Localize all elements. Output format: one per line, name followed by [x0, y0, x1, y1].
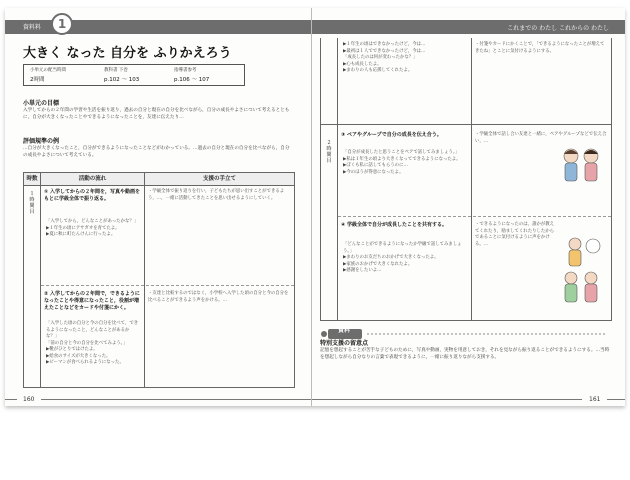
memo-heading: 特別支援の留意点	[320, 340, 369, 347]
teacher-and-students-illustration	[557, 234, 607, 310]
period-divider	[321, 124, 611, 125]
page-number: 161	[589, 396, 601, 403]
period-label: ２時間目	[326, 140, 332, 164]
activity-3-title: ③ ペアやグループで自分の成長を伝え合う。	[341, 132, 442, 138]
activity-3-details	[343, 150, 467, 176]
left-page	[5, 8, 312, 406]
detail-line: 「成長したのは何が変わったかな？」	[343, 55, 418, 60]
row-divider	[338, 216, 611, 217]
pair-talk-illustration	[557, 144, 605, 188]
activity-1-details	[46, 219, 140, 239]
row-divider	[41, 285, 294, 286]
detail-line: 「前の自分と今の自分を比べてみよう。」	[46, 340, 128, 346]
goal-text: 入学してからの２年間の学習や生活を振り返り，過去の自分と現在の自分を比べながら，自分の成長やよさについて考えるとともに，自分が大きくなったことやできるようになったことを，友達に伝えたり…	[23, 108, 290, 120]
col-header-activity: 活動の流れ	[41, 173, 144, 186]
continued-support: ・付箋やカードにかくことで，「できるようになったことが増えてきたね」とことに気付けるようにする。	[475, 42, 605, 54]
footer-rule	[312, 399, 582, 400]
detail-line: 「自分が成長したと思うことをペアで話してみましょう。」	[343, 150, 460, 155]
footer-rule	[607, 399, 625, 400]
unit-number-badge: 1	[51, 13, 73, 35]
info-textbook-value: p.102 ～ 103	[104, 77, 140, 83]
page-number: 160	[23, 396, 35, 403]
detail-line: ▶私は１年生の頃より大きくなってできるようになったよ。	[343, 156, 461, 162]
info-textbook-caption: 教科書 下巻	[104, 68, 128, 73]
info-guide	[174, 67, 209, 83]
info-guide-caption: 指導書参考	[174, 68, 197, 73]
resource-label: 資料	[338, 327, 351, 334]
resource-bar	[320, 324, 610, 334]
activity-4-title: ④ 学級全体で自分が成長したことを共有する。	[341, 222, 447, 228]
detail-line: ▶１年生の頃はできなかったけど，今は…	[343, 42, 426, 47]
col-divider	[337, 38, 338, 320]
goal-heading: 小単元の目標	[23, 100, 60, 107]
support-4: ・できるようになったのは，誰かが教えてくれたり，励ましてくれたりしたからであることに気付けるように声をかける。…	[475, 222, 555, 247]
col-divider	[471, 38, 472, 320]
col-divider	[40, 173, 41, 387]
period-label: １時間目	[29, 191, 35, 215]
eval-heading: 評価規準の例	[23, 138, 60, 145]
detail-line: ▶靴がひとりではけたよ。	[46, 347, 98, 352]
activity-4	[341, 222, 467, 229]
activity-2-details	[46, 321, 140, 367]
eval-text: …自分が大きくなったこと，自分ができるようになったことなどがわかっている。…過去の自分と現在の自分を比べながら，自分の成長やよさについて考えている。	[23, 146, 290, 158]
page-title: 大きく なった 自分を ふりかえろう	[23, 46, 232, 61]
detail-line: ▶ぼくも私に話してもらうのに…	[343, 163, 408, 168]
lesson-table-continued	[320, 38, 612, 321]
detail-line: ▶感謝をしたいよ…	[343, 268, 382, 273]
detail-line: ▶まわりの人も応援してくれたよ。	[343, 68, 413, 73]
info-box	[23, 64, 245, 86]
detail-line: 「入学した頃の自分と今の自分を比べて，できるようになったこと，どんなことがあるかな？」	[46, 321, 139, 339]
col-divider	[144, 173, 145, 387]
info-time-caption: 小単元の配当時間	[30, 68, 66, 73]
continued-details	[343, 42, 467, 75]
activity-3	[341, 132, 467, 139]
detail-line: 「入学してから，どんなことがあったかな？」	[46, 219, 139, 224]
lesson-table	[23, 172, 295, 388]
resource-tag: 資料料	[23, 24, 42, 31]
activity-2	[44, 291, 140, 312]
detail-line: ▶心も成長したよ。	[343, 61, 382, 67]
info-textbook	[104, 67, 139, 83]
info-time-value: 2時間	[30, 77, 45, 83]
support-1: ・学級全体で振り返りを行い，子どもたちが思い出すことができるよう，…，一緒に活動してきたことを思い出せるようにしていく。	[148, 189, 285, 201]
info-time	[30, 67, 66, 83]
running-head: これまでの わたし これからの わたし	[507, 25, 609, 32]
support-3: ・学級全体で話し合い友達と一緒に，ペアやグループなどで伝え合い，…	[475, 132, 607, 144]
detail-line: ▶１年生の頃にアサガオを育てたよ。	[46, 225, 120, 231]
col-header-support: 支援の手立て	[145, 173, 294, 186]
support-2: ・友達と比較するのではなく，小学校へ入学した頃の自分と今の自分を比べることができるよう声をかける。…	[148, 291, 289, 303]
memo-text: 記憶を想起することが苦手な子どものために，写真や動画，実物を用意しておき，それを見ながら振り返ることができるようにする。…当時を想起しながら自分なりの言葉で表現できるように，一緒に振り返りながら支援する。	[320, 348, 610, 360]
open-book	[5, 8, 625, 406]
detail-line: ▶給食のサイズが大きくなった。	[46, 353, 111, 359]
activity-2-title: ② 入学してからの２年間で，できるようになったことや得意になったこと，役割が増えたことなどをカードや付箋にかく。	[44, 291, 140, 311]
detail-line: ▶最初は１人でできなかったけど，今は…	[343, 48, 426, 54]
footer-rule	[41, 399, 311, 400]
detail-line: 「どんなことができるようになったか学級で話してみましょう。」	[343, 242, 462, 254]
activity-4-details	[343, 242, 467, 275]
activity-1-title: ① 入学してからの２年間を，写真や動画をもとに学級全体で振り返る。	[44, 189, 140, 202]
right-page	[312, 8, 625, 406]
detail-line: ▶夏に秋に町たんけんに行ったよ。	[46, 232, 116, 237]
detail-line: ▶今のほうが得意になったよ。	[343, 169, 404, 175]
detail-line: ▶まわりのお友だちのおかげで大きくなったよ。	[343, 255, 439, 260]
footer-rule	[5, 399, 17, 400]
info-guide-value: p.106 ～ 107	[174, 77, 210, 83]
col-header-period: 時数	[24, 173, 40, 186]
activity-1	[44, 189, 140, 203]
detail-line: ▶ピーマンが食べられるようになった。	[46, 360, 124, 365]
detail-line: ▶家族のおかげで大きくなれたよ。	[343, 261, 413, 267]
